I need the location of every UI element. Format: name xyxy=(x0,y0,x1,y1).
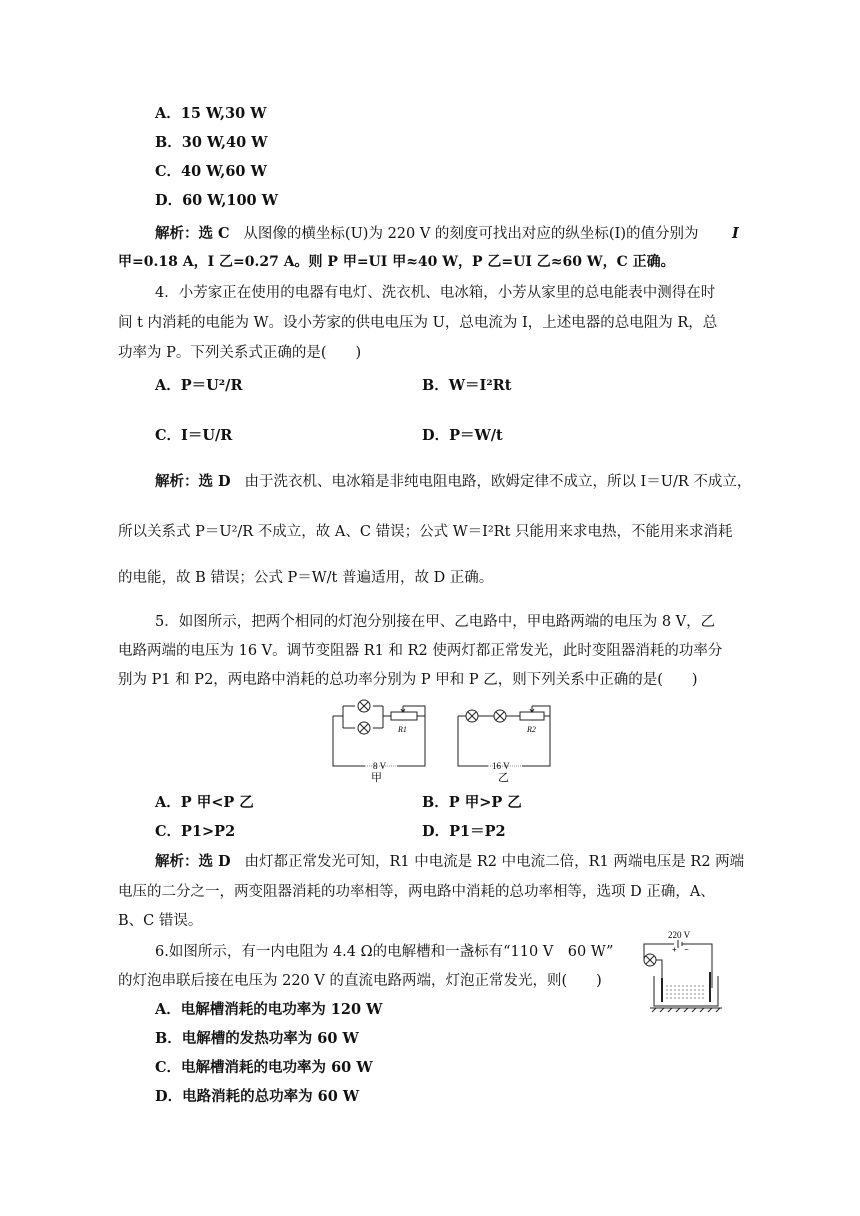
q6-stem-line-1: 6.如图所示，有一内电阻为 4.4 Ω的电解槽和一盏标有“110 V 60 W” xyxy=(155,944,614,960)
rheostat-icon xyxy=(391,712,417,720)
q6-fig-voltage: 220 V xyxy=(668,930,691,940)
q6-option-b: B．电解槽的发热功率为 60 W xyxy=(155,1030,359,1047)
q3-option-c: C．40 W,60 W xyxy=(155,163,267,180)
q4-stem-line-3: 功率为 P。下列关系式正确的是( ) xyxy=(118,345,362,361)
q4-stem-line-2: 间 t 内消耗的电能为 W。设小芳家的供电电压为 U，总电流为 I，上述电器的总电阻为 R，总 xyxy=(118,315,718,331)
q5-yi-r-label: R2 xyxy=(527,725,536,734)
q4-option-b: B．W＝I²Rt xyxy=(422,377,512,394)
q3-option-b: B．30 W,40 W xyxy=(155,134,268,151)
q4-analysis-line-1 xyxy=(155,472,751,492)
analysis-text: 从图像的横坐标(U)为 220 V 的刻度可找出对应的纵坐标(I)的值分别为 xyxy=(243,226,699,242)
q4-option-d: D．P＝W/t xyxy=(422,427,503,444)
q4-analysis-line-2: 所以关系式 P＝U²/R 不成立，故 A、C 错误；公式 W＝I²Rt 只能用来求电热，不能用来求消耗 xyxy=(118,524,733,540)
q3-analysis-tail: I xyxy=(732,225,739,242)
answer: 选 D xyxy=(198,853,231,870)
q4-option-a: A．P＝U²/R xyxy=(155,377,243,394)
q6-option-a: A．电解槽消耗的电功率为 120 W xyxy=(155,1001,383,1018)
q5-circuit-yi-figure xyxy=(450,698,560,784)
q4-stem-line-1: 4．小芳家正在使用的电器有电灯、洗衣机、电冰箱，小芳从家里的总电能表中测得在时 xyxy=(155,285,716,301)
q5-option-a: A．P 甲<P 乙 xyxy=(155,794,254,811)
q5-jia-caption: 甲 xyxy=(371,771,382,784)
q5-yi-voltage: 16 V xyxy=(492,761,510,771)
q5-jia-voltage: 8 V xyxy=(373,761,387,771)
q6-electrolytic-cell-figure xyxy=(634,926,726,1018)
answer: 选 D xyxy=(198,473,231,490)
analysis-label: 解析： xyxy=(155,853,199,870)
q5-analysis-line-1 xyxy=(155,852,744,872)
q5-circuit-jia-figure xyxy=(325,698,450,784)
q5-jia-r-label: R1 xyxy=(398,725,407,734)
q3-option-a: A．15 W,30 W xyxy=(155,105,267,122)
q6-fig-plus: + xyxy=(672,945,677,954)
answer: 选 C xyxy=(198,225,230,242)
q5-option-d: D．P1＝P2 xyxy=(422,823,506,840)
q5-yi-caption: 乙 xyxy=(498,771,509,784)
q3-analysis-line-2: 甲=0.18 A，I 乙=0.27 A。则 P 甲=UI 甲≈40 W，P 乙=UI 乙≈60 W，C 正确。 xyxy=(118,254,675,270)
analysis-label: 解析： xyxy=(155,225,199,242)
q6-fig-minus: − xyxy=(684,945,689,954)
analysis-text: 由灯都正常发光可知，R1 中电流是 R2 中电流二倍，R1 两端电压是 R2 两端 xyxy=(244,854,745,870)
q4-analysis-line-3: 的电能，故 B 错误；公式 P＝W/t 普遍适用，故 D 正确。 xyxy=(118,570,494,586)
q5-stem-line-1: 5．如图所示，把两个相同的灯泡分别接在甲、乙电路中，甲电路两端的电压为 8 V，乙 xyxy=(155,614,716,630)
q5-stem-line-3: 别为 P1 和 P2，两电路中消耗的总功率分别为 P 甲和 P 乙，则下列关系中正确的是( ) xyxy=(118,672,698,688)
q5-stem-line-2: 电路两端的电压为 16 V。调节变阻器 R1 和 R2 使两灯都正常发光，此时变阻器消耗的功率分 xyxy=(118,643,723,659)
q6-stem-line-2: 的灯泡串联后接在电压为 220 V 的直流电路两端，灯泡正常发光，则( ) xyxy=(118,973,602,989)
q4-option-c: C．I＝U/R xyxy=(155,427,233,444)
analysis-label: 解析： xyxy=(155,473,199,490)
q5-analysis-line-3: B、C 错误。 xyxy=(118,913,203,929)
q3-option-d: D．60 W,100 W xyxy=(155,192,278,209)
q5-option-b: B．P 甲>P 乙 xyxy=(422,794,522,811)
q5-analysis-line-2: 电压的二分之一，两变阻器消耗的功率相等，两电路中消耗的总功率相等，选项 D 正确，A、 xyxy=(118,884,715,900)
q6-option-d: D．电路消耗的总功率为 60 W xyxy=(155,1088,360,1105)
rheostat-icon xyxy=(520,712,544,720)
q3-analysis-line-1 xyxy=(155,224,698,244)
q5-option-c: C．P1>P2 xyxy=(155,823,236,840)
q6-option-c: C．电解槽消耗的电功率为 60 W xyxy=(155,1059,373,1076)
analysis-text: 由于洗衣机、电冰箱是非纯电阻电路，欧姆定律不成立，所以 I＝U/R 不成立， xyxy=(244,474,752,490)
tank-icon xyxy=(654,976,718,1006)
